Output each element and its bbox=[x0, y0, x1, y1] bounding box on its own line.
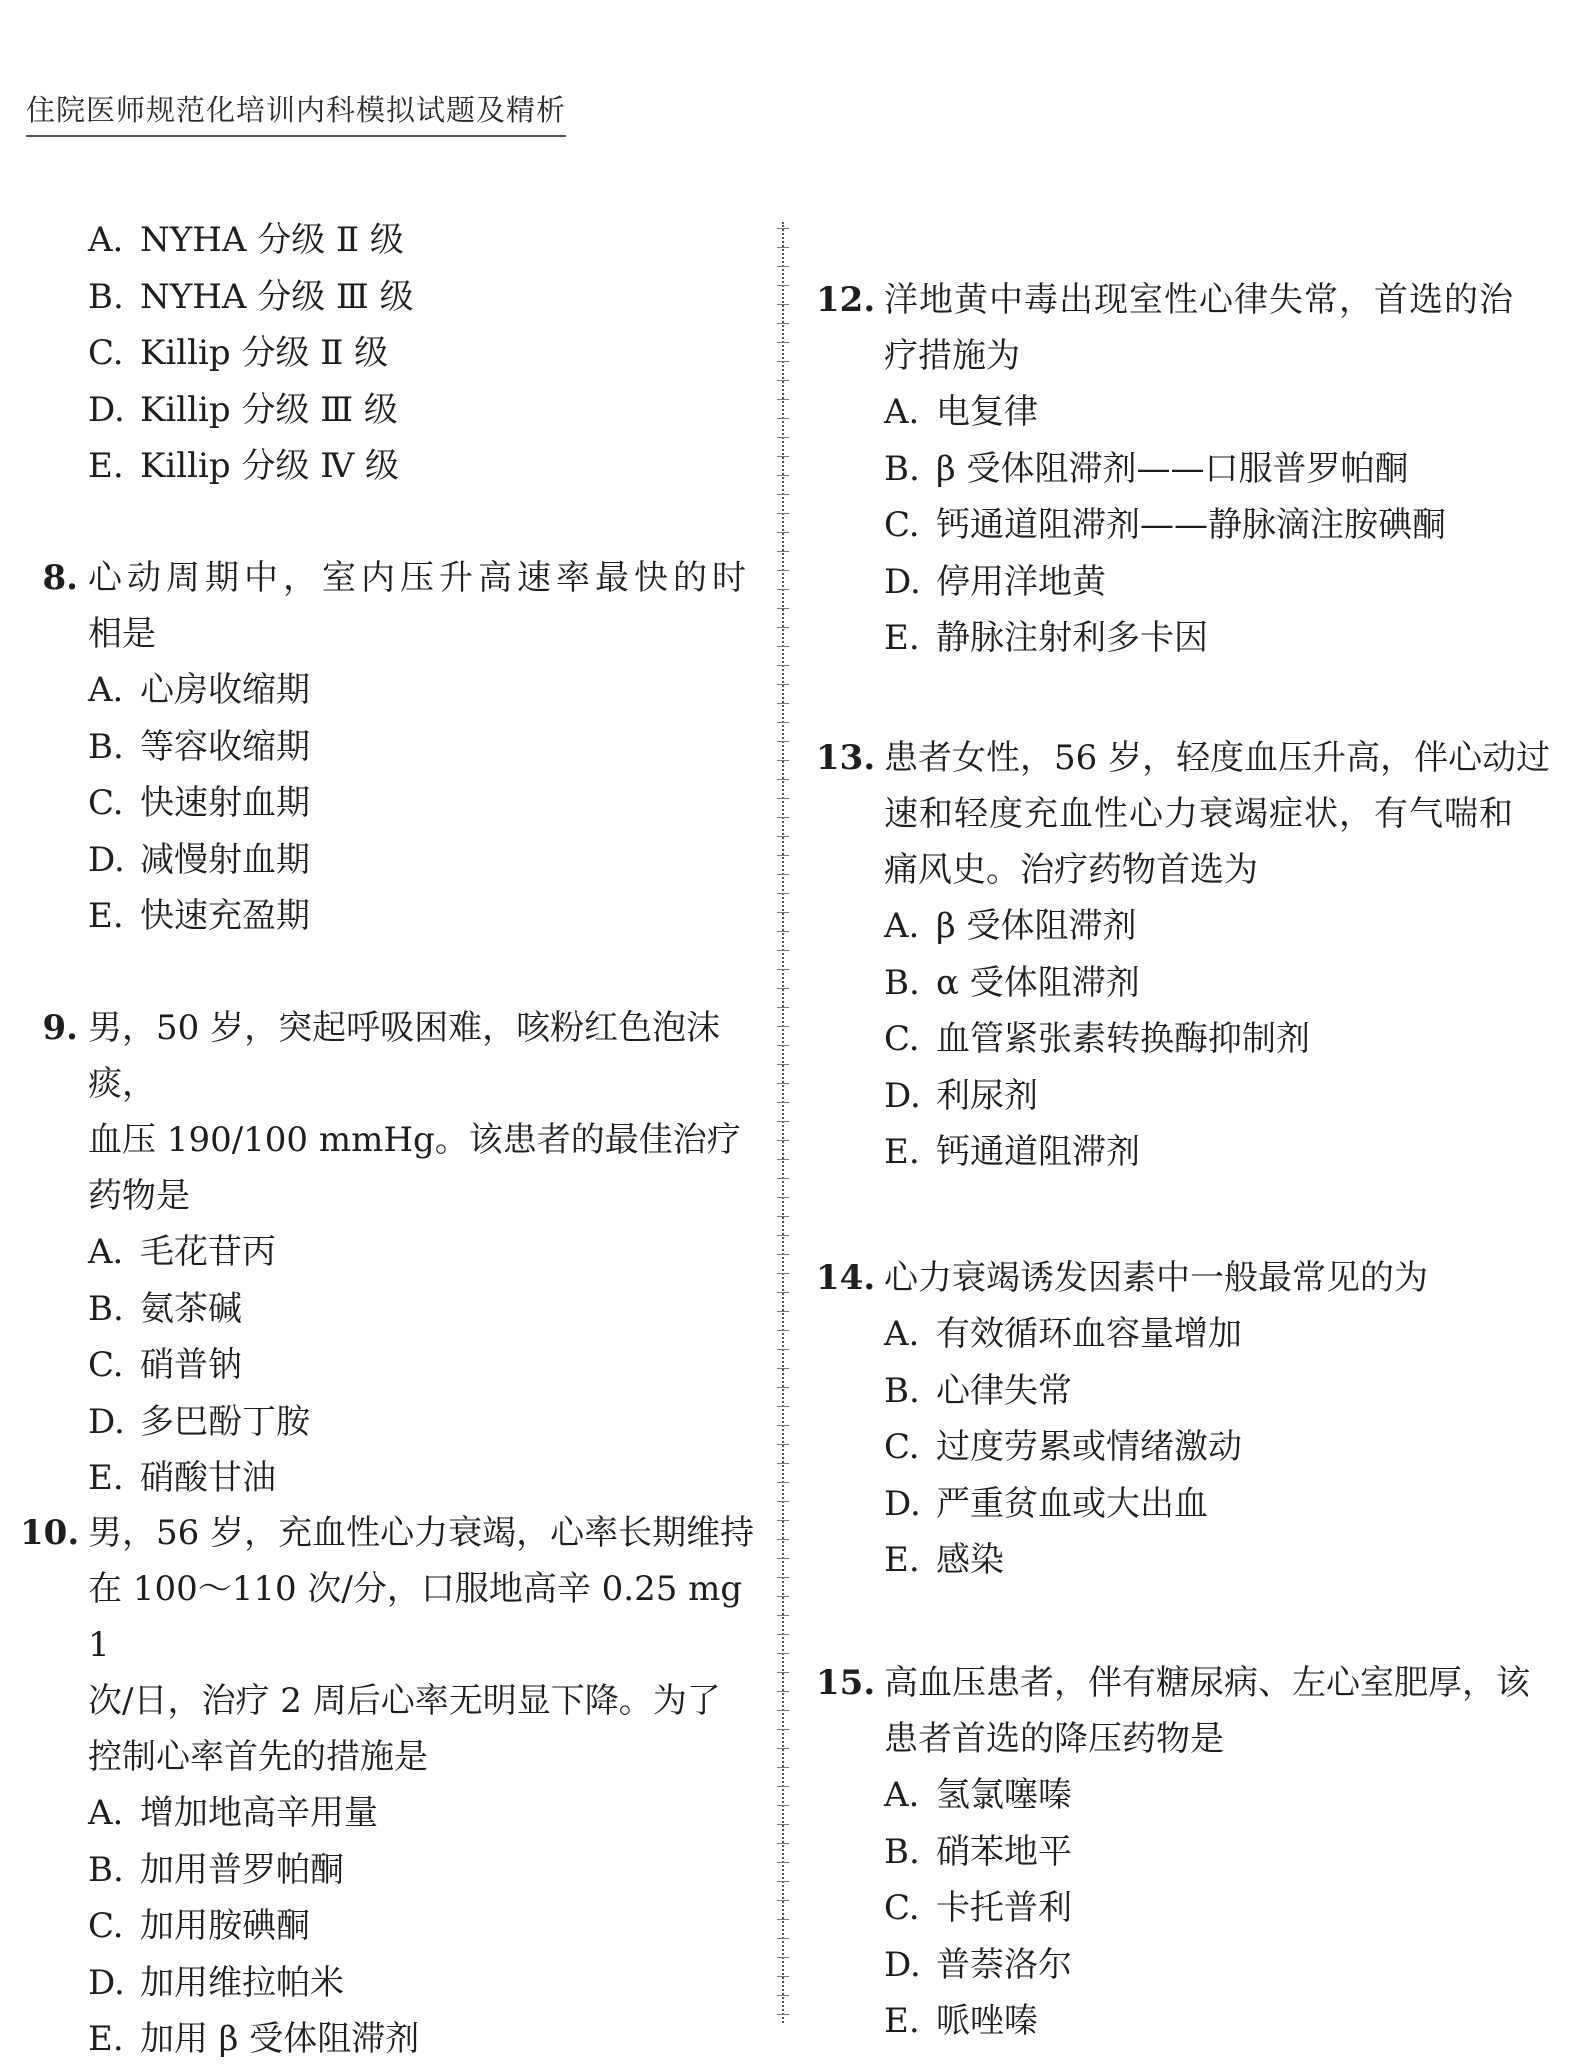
divider-tick bbox=[777, 912, 789, 913]
divider-tick bbox=[777, 1330, 789, 1331]
divider-tick bbox=[777, 1026, 789, 1027]
question-stem: 13. 患者女性，56 岁，轻度血压升高，伴心动过 速和轻度充血性心力衰竭症状，有气喘和 痛风史。治疗药物首选为 bbox=[884, 730, 1550, 898]
option-a: A. β 受体阻滞剂 bbox=[884, 906, 1137, 946]
option-e: E. 哌唑嗪 bbox=[884, 2001, 1038, 2041]
option-c: C. 硝普钠 bbox=[88, 1345, 242, 1385]
option-b: B. α 受体阻滞剂 bbox=[884, 962, 1140, 1003]
divider-tick bbox=[777, 627, 789, 628]
option-a: A. 有效循环血容量增加 bbox=[884, 1314, 1242, 1354]
question-number: 13. bbox=[816, 738, 876, 778]
question-stem: 15. 高血压患者，伴有糖尿病、左心室肥厚，该 患者首选的降压药物是 bbox=[884, 1655, 1530, 1767]
question-stem: 10. 男，56 岁，充血性心力衰竭，心率长期维持 在 100～110 次/分，口服地高辛 0.25 mg 1 次/日，治疗 2 周后心率无明显下降。为了 控制心率首先的措施是 bbox=[88, 1505, 770, 1785]
divider-tick bbox=[777, 1121, 789, 1122]
divider-tick bbox=[777, 228, 789, 229]
divider-tick bbox=[777, 855, 789, 856]
divider-tick bbox=[777, 950, 789, 951]
divider-tick bbox=[777, 969, 789, 970]
divider-tick bbox=[777, 247, 789, 248]
option-b: B. 氨茶碱 bbox=[88, 1288, 242, 1329]
divider-tick bbox=[777, 817, 789, 818]
divider-tick bbox=[777, 1805, 789, 1806]
divider-tick bbox=[777, 931, 789, 932]
option-e: E. Killip 分级 Ⅳ 级 bbox=[88, 446, 400, 486]
divider-tick bbox=[777, 1558, 789, 1559]
divider-tick bbox=[777, 722, 789, 723]
divider-tick bbox=[777, 760, 789, 761]
divider-tick bbox=[777, 399, 789, 400]
divider-tick bbox=[777, 1463, 789, 1464]
question-10 bbox=[20, 1505, 770, 2068]
divider-tick bbox=[777, 836, 789, 837]
option-d: D. 严重贫血或大出血 bbox=[884, 1483, 1208, 1524]
question-number: 9. bbox=[42, 1008, 78, 1048]
question-number: 15. bbox=[816, 1663, 876, 1703]
divider-tick bbox=[777, 1539, 789, 1540]
option-c: C. 加用胺碘酮 bbox=[88, 1906, 310, 1946]
divider-tick bbox=[777, 1672, 789, 1673]
divider-tick bbox=[777, 1615, 789, 1616]
divider-tick bbox=[777, 513, 789, 514]
question-13 bbox=[816, 730, 1551, 1181]
divider-tick bbox=[777, 798, 789, 799]
question-stem: 14. 心力衰竭诱发因素中一般最常见的为 bbox=[884, 1250, 1428, 1306]
option-c: C. 过度劳累或情绪激动 bbox=[884, 1427, 1242, 1467]
option-b: B. 等容收缩期 bbox=[88, 726, 310, 767]
question-number: 14. bbox=[816, 1258, 876, 1298]
divider-tick bbox=[777, 1349, 789, 1350]
divider-tick bbox=[777, 1843, 789, 1844]
option-d: D. 加用维拉帕米 bbox=[88, 1962, 344, 2003]
divider-tick bbox=[777, 589, 789, 590]
divider-tick bbox=[777, 703, 789, 704]
option-b: B. NYHA 分级 Ⅲ 级 bbox=[88, 276, 414, 317]
column-divider bbox=[782, 222, 784, 2023]
option-a: A. 毛花苷丙 bbox=[88, 1232, 276, 1272]
divider-tick bbox=[777, 1235, 789, 1236]
divider-tick bbox=[777, 779, 789, 780]
divider-tick bbox=[777, 1748, 789, 1749]
divider-tick bbox=[777, 266, 789, 267]
option-d: D. 普萘洛尔 bbox=[884, 1944, 1072, 1985]
question-12 bbox=[816, 272, 1514, 667]
option-b: B. β 受体阻滞剂——口服普罗帕酮 bbox=[884, 448, 1409, 489]
divider-tick bbox=[777, 1710, 789, 1711]
divider-tick bbox=[777, 2014, 789, 2015]
divider-tick bbox=[777, 1976, 789, 1977]
divider-tick bbox=[777, 988, 789, 989]
option-e: E. 快速充盈期 bbox=[88, 896, 310, 936]
divider-tick bbox=[777, 1482, 789, 1483]
option-a: A. 增加地高辛用量 bbox=[88, 1793, 378, 1833]
divider-tick bbox=[777, 1140, 789, 1141]
divider-tick bbox=[777, 456, 789, 457]
divider-tick bbox=[777, 342, 789, 343]
divider-tick bbox=[777, 323, 789, 324]
question-8 bbox=[42, 550, 751, 945]
divider-tick bbox=[777, 1767, 789, 1768]
divider-tick bbox=[777, 1577, 789, 1578]
divider-tick bbox=[777, 1064, 789, 1065]
option-a: A. NYHA 分级 Ⅱ 级 bbox=[88, 220, 404, 260]
divider-tick bbox=[777, 1368, 789, 1369]
divider-tick bbox=[777, 1596, 789, 1597]
question-stem: 9. 男，50 岁，突起呼吸困难，咳粉红色泡沫痰， 血压 190/100 mmHg。该患者的最佳治疗 药物是 bbox=[88, 1000, 770, 1224]
divider-tick bbox=[777, 684, 789, 685]
question-number: 8. bbox=[42, 558, 78, 598]
divider-tick bbox=[777, 1634, 789, 1635]
divider-tick bbox=[777, 1216, 789, 1217]
divider-tick bbox=[777, 874, 789, 875]
divider-tick bbox=[777, 380, 789, 381]
divider-tick bbox=[777, 1102, 789, 1103]
option-e: E. 加用 β 受体阻滞剂 bbox=[88, 2019, 420, 2059]
divider-tick bbox=[777, 1691, 789, 1692]
divider-tick bbox=[777, 1862, 789, 1863]
option-c: C. 钙通道阻滞剂——静脉滴注胺碘酮 bbox=[884, 505, 1446, 545]
divider-tick bbox=[777, 1178, 789, 1179]
divider-tick bbox=[777, 1007, 789, 1008]
divider-tick bbox=[777, 1957, 789, 1958]
question-15 bbox=[816, 1655, 1530, 2050]
option-c: C. 快速射血期 bbox=[88, 783, 310, 823]
option-d: D. Killip 分级 Ⅲ 级 bbox=[88, 389, 398, 430]
question-number: 10. bbox=[20, 1513, 80, 1553]
divider-tick bbox=[777, 1653, 789, 1654]
divider-tick bbox=[777, 1729, 789, 1730]
divider-tick bbox=[777, 1273, 789, 1274]
option-d: D. 停用洋地黄 bbox=[884, 561, 1106, 602]
divider-tick bbox=[777, 361, 789, 362]
divider-tick bbox=[777, 1824, 789, 1825]
option-d: D. 减慢射血期 bbox=[88, 839, 310, 880]
divider-tick bbox=[777, 646, 789, 647]
option-c: C. Killip 分级 Ⅱ 级 bbox=[88, 333, 389, 373]
option-e: E. 感染 bbox=[884, 1540, 1004, 1580]
question-number: 12. bbox=[816, 280, 876, 320]
running-header: 住院医师规范化培训内科模拟试题及精析 bbox=[26, 88, 566, 137]
divider-tick bbox=[777, 1045, 789, 1046]
divider-tick bbox=[777, 608, 789, 609]
divider-tick bbox=[777, 1995, 789, 1996]
divider-tick bbox=[777, 893, 789, 894]
divider-tick bbox=[777, 1254, 789, 1255]
divider-tick bbox=[777, 1406, 789, 1407]
divider-tick bbox=[777, 1919, 789, 1920]
divider-tick bbox=[777, 1387, 789, 1388]
question-14 bbox=[816, 1250, 1428, 1589]
divider-tick bbox=[777, 665, 789, 666]
divider-tick bbox=[777, 1425, 789, 1426]
divider-tick bbox=[777, 1197, 789, 1198]
divider-tick bbox=[777, 1501, 789, 1502]
question-stem: 8. 心动周期中，室内压升高速率最快的时 相是 bbox=[88, 550, 751, 662]
divider-tick bbox=[777, 418, 789, 419]
divider-tick bbox=[777, 304, 789, 305]
question-9 bbox=[42, 1000, 770, 1507]
option-a: A. 氢氯噻嗪 bbox=[884, 1775, 1072, 1815]
divider-tick bbox=[777, 1520, 789, 1521]
option-b: B. 硝苯地平 bbox=[884, 1831, 1072, 1872]
option-d: D. 多巴酚丁胺 bbox=[88, 1401, 310, 1442]
divider-tick bbox=[777, 1900, 789, 1901]
divider-tick bbox=[777, 1159, 789, 1160]
question-stem: 12. 洋地黄中毒出现室性心律失常，首选的治 疗措施为 bbox=[884, 272, 1514, 384]
option-e: E. 钙通道阻滞剂 bbox=[884, 1132, 1140, 1172]
option-a: A. 电复律 bbox=[884, 392, 1038, 432]
divider-tick bbox=[777, 437, 789, 438]
divider-tick bbox=[777, 494, 789, 495]
option-b: B. 加用普罗帕酮 bbox=[88, 1849, 344, 1890]
option-d: D. 利尿剂 bbox=[884, 1075, 1038, 1116]
divider-tick bbox=[777, 1311, 789, 1312]
divider-tick bbox=[777, 1786, 789, 1787]
divider-tick bbox=[777, 532, 789, 533]
divider-tick bbox=[777, 551, 789, 552]
divider-tick bbox=[777, 1083, 789, 1084]
divider-tick bbox=[777, 570, 789, 571]
option-b: B. 心律失常 bbox=[884, 1370, 1072, 1411]
divider-tick bbox=[777, 475, 789, 476]
divider-tick bbox=[777, 1292, 789, 1293]
option-c: C. 血管紧张素转换酶抑制剂 bbox=[884, 1019, 1310, 1059]
option-a: A. 心房收缩期 bbox=[88, 670, 310, 710]
option-e: E. 硝酸甘油 bbox=[88, 1458, 276, 1498]
divider-tick bbox=[777, 285, 789, 286]
option-c: C. 卡托普利 bbox=[884, 1888, 1072, 1928]
divider-tick bbox=[777, 1881, 789, 1882]
divider-tick bbox=[777, 1938, 789, 1939]
divider-tick bbox=[777, 1444, 789, 1445]
divider-tick bbox=[777, 741, 789, 742]
option-e: E. 静脉注射利多卡因 bbox=[884, 618, 1208, 658]
question-7-continued-options bbox=[88, 212, 414, 495]
